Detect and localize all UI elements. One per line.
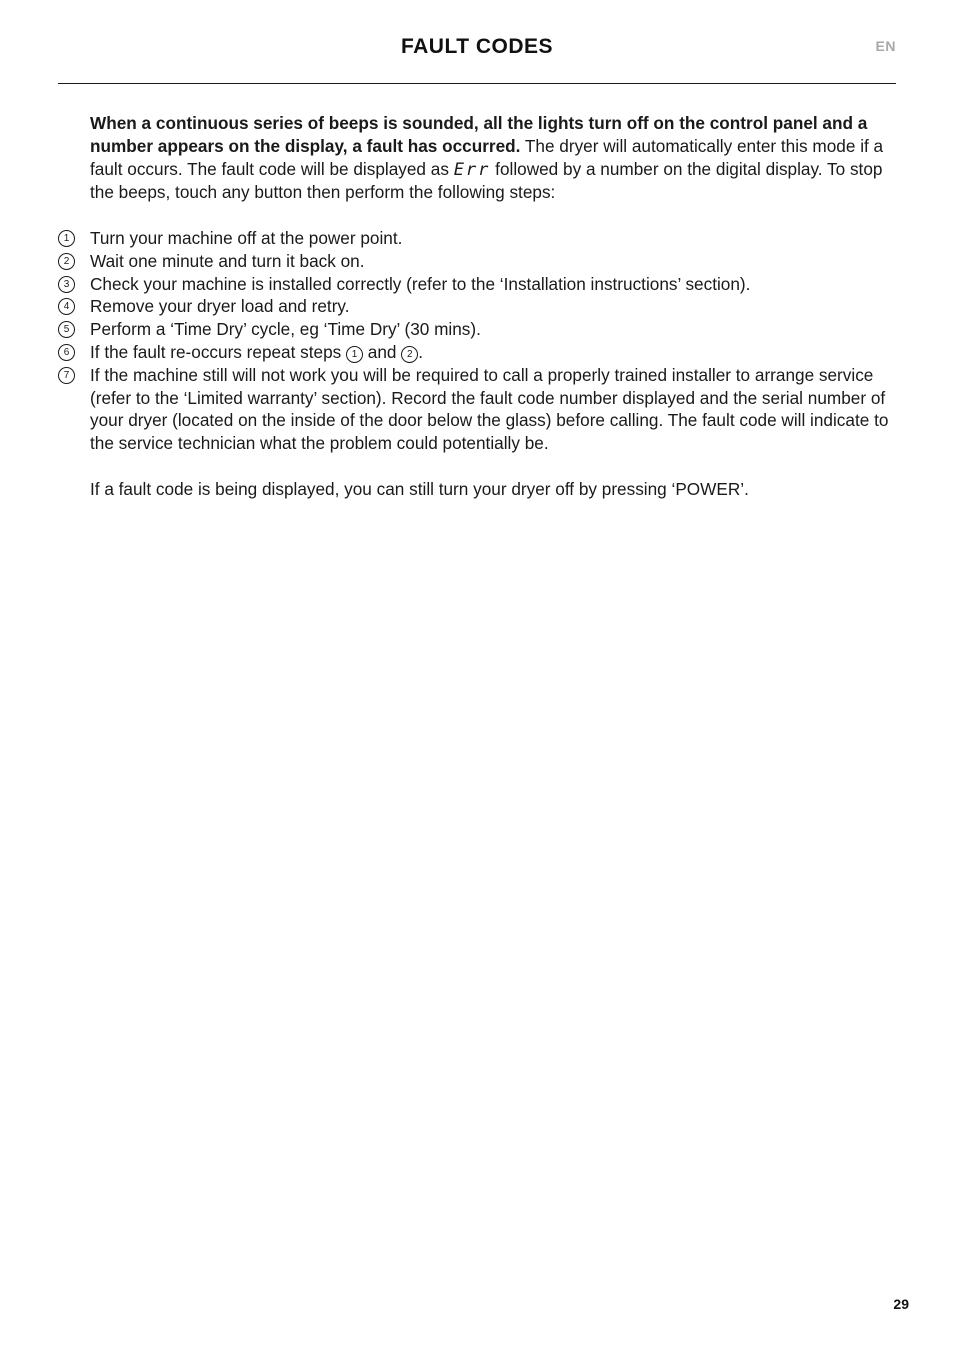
step-item: [63, 318, 898, 341]
step-number-badge: 1: [58, 230, 75, 247]
step-number-badge: 2: [58, 253, 75, 270]
step-item: [63, 250, 898, 273]
error-code-display: Err: [453, 159, 491, 180]
step-text: Check your machine is installed correctly (refer to the ‘Installation instructions’ section).: [90, 273, 751, 294]
step-text: Remove your dryer load and retry.: [90, 296, 350, 317]
step-text: .: [418, 341, 424, 362]
step-number-badge: 5: [58, 321, 75, 338]
step-number-badge: 3: [58, 276, 75, 293]
closing-note: If a fault code is being displayed, you can still turn your dryer off by pressing ‘POWER’.: [90, 478, 749, 499]
step-text: If the machine still will not work you will be required to call a properly trained installer to arrange service (refer to the ‘Limited warranty’ section). Record the fault code number displayed and the serial number of your dryer (located on the inside of the door below the glass) before calling. The fault code will indicate to the service technician what the problem could potentially be.: [90, 364, 889, 454]
page-number: 29: [893, 1296, 909, 1312]
steps-list: [63, 227, 898, 455]
step-text: Wait one minute and turn it back on.: [90, 250, 365, 271]
step-number-badge: 4: [58, 298, 75, 315]
step-item: [63, 227, 898, 250]
step-reference-badge: 1: [346, 346, 363, 363]
step-item: [63, 295, 898, 318]
intro-paragraph: [90, 112, 898, 204]
step-text: Turn your machine off at the power point.: [90, 227, 403, 248]
language-label: EN: [875, 38, 896, 54]
step-item: [63, 273, 898, 296]
intro-text-continued: followed by a number on the digital display. To stop the beeps, touch any button then perform the following steps:: [90, 158, 883, 203]
step-text: If the fault re-occurs repeat steps: [90, 341, 347, 362]
step-text: and: [363, 341, 402, 362]
step-text: Perform a ‘Time Dry’ cycle, eg ‘Time Dry’ (30 mins).: [90, 319, 481, 340]
step-item: [63, 364, 898, 455]
step-number-badge: 6: [58, 344, 75, 361]
page-title: FAULT CODES: [400, 35, 554, 58]
intro-text: The dryer will automatically enter this mode if a fault occurs. The fault code will be displayed as: [90, 135, 884, 179]
step-reference-badge: 2: [401, 346, 418, 363]
step-number-badge: 7: [58, 367, 75, 384]
main-content: [63, 112, 898, 501]
page-header: [58, 30, 896, 84]
intro-bold-text: When a continuous series of beeps is sounded, all the lights turn off on the control panel and a number appears on the display, a fault has occurred.: [90, 113, 868, 156]
step-item: [63, 341, 898, 364]
